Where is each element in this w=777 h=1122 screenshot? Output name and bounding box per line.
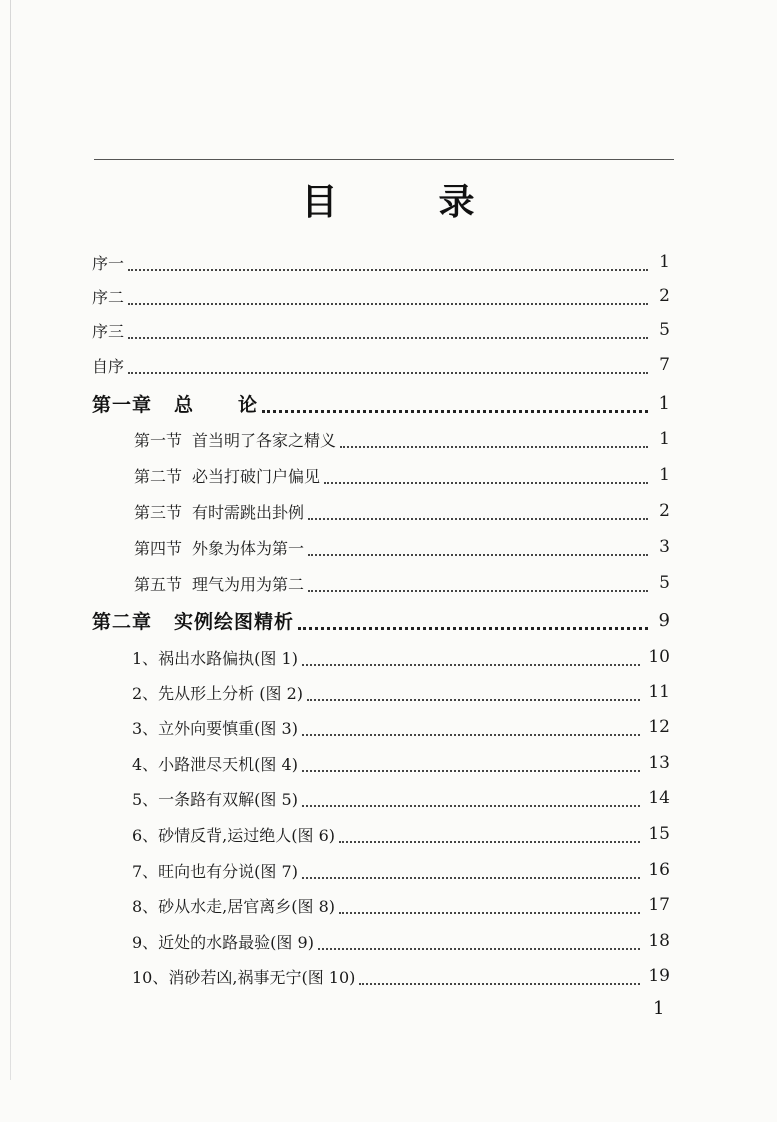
- example-label: 2、先从形上分析 (图 2): [132, 683, 304, 703]
- dot-leader: [128, 293, 648, 305]
- dot-leader: [359, 973, 640, 985]
- dot-leader: [302, 654, 640, 666]
- toc-entry-section-1[interactable]: [134, 425, 670, 453]
- example-label: 5、一条路有双解(图 5): [132, 789, 298, 809]
- section-title: 首当明了各家之精义: [192, 430, 337, 450]
- section-label: [134, 428, 336, 451]
- dot-leader: [302, 795, 640, 807]
- toc-entry-page: 1: [659, 465, 670, 485]
- example-label: 9、近处的水路最验(图 9): [132, 932, 314, 952]
- dot-leader: [302, 867, 640, 879]
- section-label: [134, 464, 320, 487]
- section-number: 第一节: [134, 430, 183, 450]
- toc-entry-page: 10: [648, 647, 670, 667]
- section-label: [134, 572, 304, 595]
- toc-entry-page: 3: [659, 537, 670, 557]
- example-label: 6、砂情反背,运过绝人(图 6): [132, 825, 336, 845]
- dot-leader: [262, 400, 648, 413]
- section-title: 必当打破门户偏见: [192, 466, 321, 486]
- example-label: 7、旺向也有分说(图 7): [132, 861, 298, 881]
- toc-entry-label: 序二: [92, 287, 125, 307]
- dot-leader: [340, 436, 648, 448]
- section-number: 第四节: [134, 538, 183, 558]
- example-label: 8、砂从水走,居官离乡(图 8): [132, 896, 336, 916]
- section-label: [134, 500, 304, 523]
- dot-leader: [128, 362, 648, 374]
- toc-entry-example-7[interactable]: [132, 856, 670, 884]
- toc-entry-example-2[interactable]: [132, 678, 670, 706]
- dot-leader: [302, 760, 640, 772]
- toc-entry-page: 18: [648, 931, 670, 951]
- toc-entry-page: 19: [648, 966, 670, 986]
- chapter-title-part: 论: [238, 393, 259, 416]
- example-label: 3、立外向要慎重(图 3): [132, 718, 298, 738]
- toc-entry-page: 2: [659, 501, 670, 521]
- dot-leader: [339, 831, 640, 843]
- chapter-title: 实例绘图精析: [174, 610, 295, 633]
- dot-leader: [308, 544, 648, 556]
- dot-leader: [308, 580, 648, 592]
- toc-entry-page: 15: [648, 824, 670, 844]
- chapter-title-part: 总: [174, 393, 195, 416]
- dot-leader: [128, 327, 648, 339]
- toc-entry-section-5[interactable]: [134, 569, 670, 597]
- example-label: 1、祸出水路偏执(图 1): [132, 648, 298, 668]
- toc-entry-example-1[interactable]: [132, 643, 670, 671]
- toc-entry-label: 自序: [92, 356, 125, 376]
- toc-entry-section-3[interactable]: [134, 497, 670, 525]
- page-folio: 1: [653, 998, 665, 1019]
- toc-entry-preface-1[interactable]: [92, 248, 670, 276]
- chapter-label: [92, 607, 294, 634]
- section-number: 第五节: [134, 574, 183, 594]
- dot-leader: [339, 902, 640, 914]
- title-char-lu: 录: [438, 182, 476, 223]
- dot-leader: [302, 724, 640, 736]
- toc-entry-page: 5: [659, 320, 670, 340]
- section-title: 有时需跳出卦例: [192, 502, 305, 522]
- toc-entry-section-2[interactable]: [134, 461, 670, 489]
- chapter-number: 第一章: [92, 393, 153, 416]
- toc-entry-page: 12: [648, 717, 670, 737]
- toc-entry-example-10[interactable]: [132, 962, 670, 990]
- section-label: [134, 536, 304, 559]
- section-number: 第三节: [134, 502, 183, 522]
- toc-entry-page: 7: [659, 355, 670, 375]
- toc-entry-page: 1: [658, 392, 670, 414]
- toc-entry-preface-3[interactable]: [92, 316, 670, 344]
- toc-entry-page: 5: [659, 573, 670, 593]
- section-title: 外象为体为第一: [192, 538, 305, 558]
- toc-entry-chapter-2[interactable]: [92, 606, 670, 634]
- example-label: 4、小路泄尽天机(图 4): [132, 754, 298, 774]
- dot-leader: [318, 938, 640, 950]
- toc-entry-example-8[interactable]: [132, 891, 670, 919]
- section-title: 理气为用为第二: [192, 574, 305, 594]
- toc-entry-label: 序三: [92, 321, 125, 341]
- toc-entry-page: 16: [648, 860, 670, 880]
- toc-entry-example-6[interactable]: [132, 820, 670, 848]
- toc-entry-page: 1: [659, 429, 670, 449]
- toc-entry-page: 11: [648, 682, 670, 702]
- toc-entry-section-4[interactable]: [134, 533, 670, 561]
- dot-leader: [128, 259, 648, 271]
- toc-entry-example-4[interactable]: [132, 749, 670, 777]
- toc-entry-example-9[interactable]: [132, 927, 670, 955]
- toc-entry-page: 2: [659, 286, 670, 306]
- chapter-label: [92, 390, 258, 417]
- dot-leader: [298, 617, 648, 630]
- example-label: 10、消砂若凶,祸事无宁(图 10): [132, 967, 356, 987]
- toc-entry-preface-2[interactable]: [92, 282, 670, 310]
- toc-entry-chapter-1[interactable]: [92, 389, 670, 417]
- dot-leader: [308, 508, 648, 520]
- chapter-number: 第二章: [92, 610, 153, 633]
- toc-entry-label: 序一: [92, 253, 125, 273]
- toc-entry-page: 1: [659, 252, 670, 272]
- section-number: 第二节: [134, 466, 183, 486]
- toc-entry-example-5[interactable]: [132, 784, 670, 812]
- dot-leader: [307, 689, 640, 701]
- dot-leader: [324, 472, 648, 484]
- toc-entry-page: 14: [648, 788, 670, 808]
- toc-entry-self-preface[interactable]: [92, 351, 670, 379]
- toc-entry-page: 13: [648, 753, 670, 773]
- toc-entry-example-3[interactable]: [132, 713, 670, 741]
- title-char-mu: 目: [301, 182, 339, 223]
- toc-entry-page: 9: [658, 609, 670, 631]
- toc-entry-page: 17: [648, 895, 670, 915]
